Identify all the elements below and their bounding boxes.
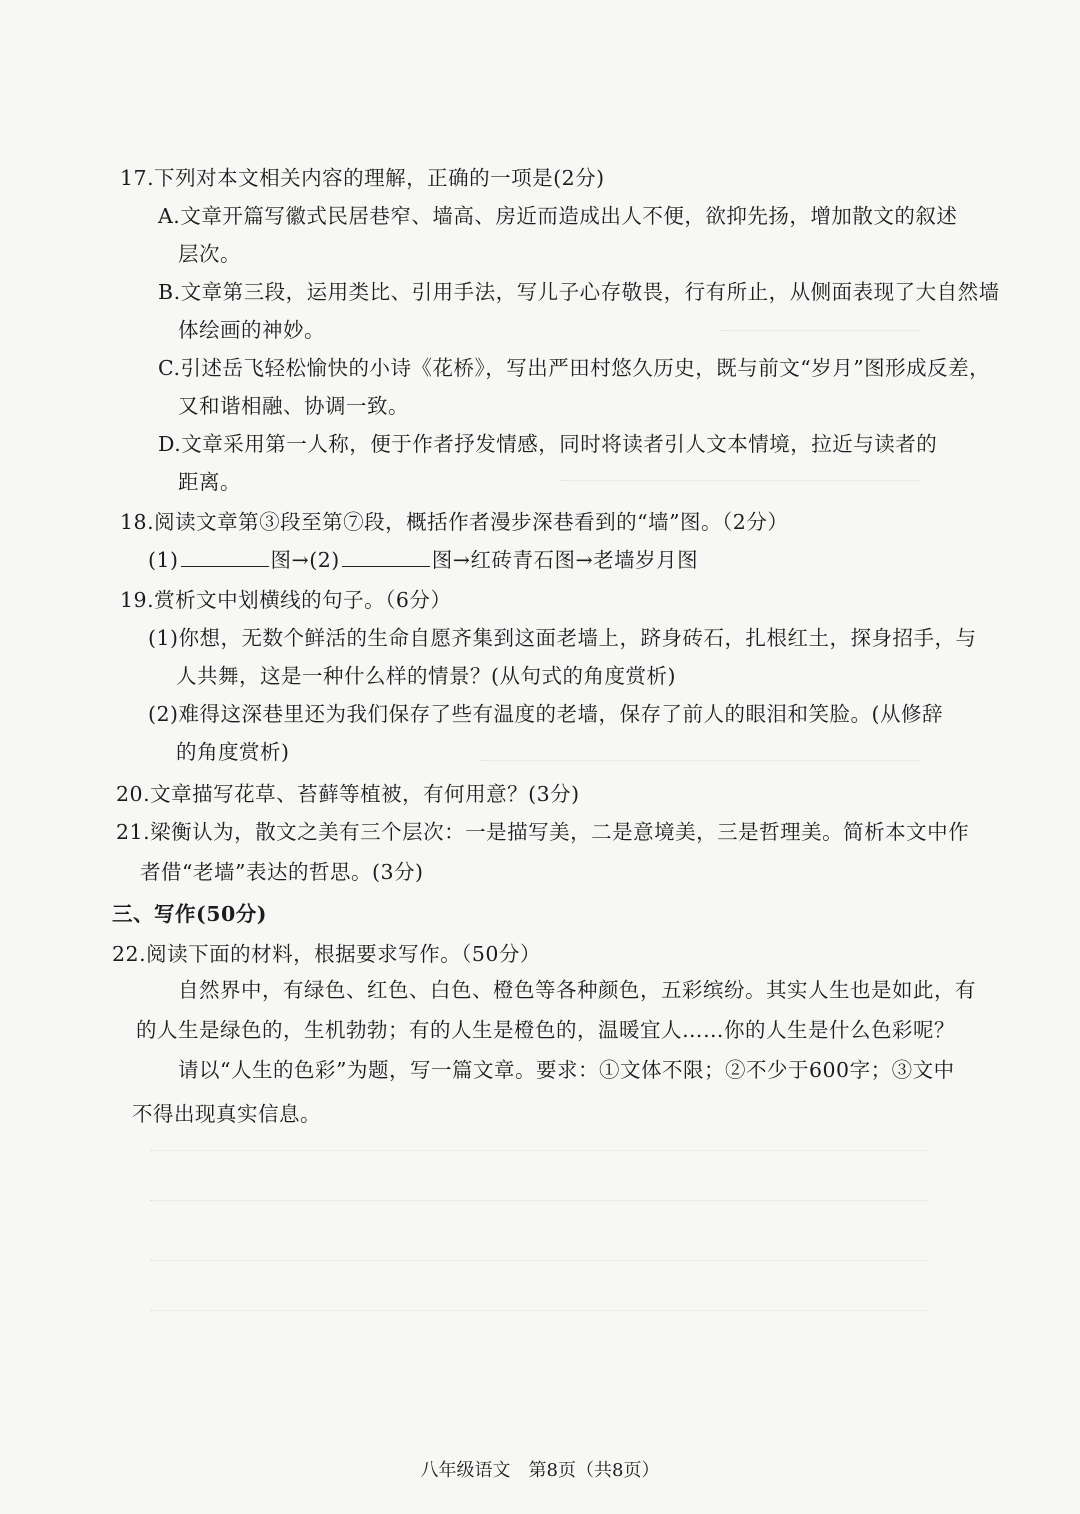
q19-stem: 19.赏析文中划横线的句子。（6分） [120,588,452,612]
q22-requirement-line1: 请以“人生的色彩”为题，写一篇文章。要求：①文体不限；②不少于600字；③文中 [178,1058,955,1082]
q18-blank-1[interactable] [181,548,269,567]
q18-stem: 18.阅读文章第③段至第⑦段，概括作者漫步深巷看到的“墙”图。（2分） [120,510,789,534]
q17-option-c-line2: 又和谐相融、协调一致。 [178,394,409,418]
q17-stem: 17.下列对本文相关内容的理解，正确的一项是(2分) [120,166,605,190]
q20-stem: 20.文章描写花草、苔藓等植被，有何用意？(3分) [116,782,580,806]
q18-part2-label: 图→(2) [270,548,340,572]
page-footer: 八年级语文 第8页（共8页） [420,1460,660,1481]
q19-sentence2-line2: 的角度赏析) [176,740,290,764]
q22-material-line2: 的人生是绿色的，生机勃勃；有的人生是橙色的，温暖宜人……你的人生是什么色彩呢？ [136,1018,955,1042]
q18-part1-label: (1) [148,548,179,572]
q17-option-b-line1: B.文章第三段，运用类比、引用手法，写儿子心存敬畏，行有所止，从侧面表现了大自然墙 [158,280,1000,304]
q17-option-a-line1: A.文章开篇写徽式民居巷窄、墙高、房近而造成出人不便，欲抑先扬，增加散文的叙述 [158,204,958,228]
q17-option-d-line1: D.文章采用第一人称，便于作者抒发情感，同时将读者引人文本情境，拉近与读者的 [158,432,938,456]
q17-option-c-line1: C.引述岳飞轻松愉快的小诗《花桥》，写出严田村悠久历史，既与前文“岁月”图形成反差， [158,356,991,380]
q21-line1: 21.梁衡认为，散文之美有三个层次：一是描写美，二是意境美，三是哲理美。简析本文中作 [116,820,970,844]
q19-sentence1-line2: 人共舞，这是一种什么样的情景？(从句式的角度赏析) [176,664,676,688]
q22-stem: 22.阅读下面的材料，根据要求写作。（50分） [112,942,541,966]
q17-option-a-line2: 层次。 [178,242,241,266]
q18-part3-label: 图→红砖青石图→老墙岁月图 [431,548,699,572]
q21-line2: 者借“老墙”表达的哲思。(3分) [140,860,424,884]
q22-requirement-line2: 不得出现真实信息。 [132,1102,321,1126]
section-3-heading: 三、写作(50分) [112,902,267,926]
q22-material-line1: 自然界中，有绿色、红色、白色、橙色等各种颜色，五彩缤纷。其实人生也是如此，有 [178,978,976,1002]
q17-option-d-line2: 距离。 [178,470,241,494]
q18-answer-chain [148,546,698,574]
q17-option-b-line2: 体绘画的神妙。 [178,318,325,342]
q19-sentence2-line1: (2)难得这深巷里还为我们保存了些有温度的老墙，保存了前人的眼泪和笑脸。(从修辞 [148,702,944,726]
q18-blank-2[interactable] [342,548,430,567]
q19-sentence1-line1: (1)你想，无数个鲜活的生命自愿齐集到这面老墙上，跻身砖石，扎根红土，探身招手，与 [148,626,977,650]
